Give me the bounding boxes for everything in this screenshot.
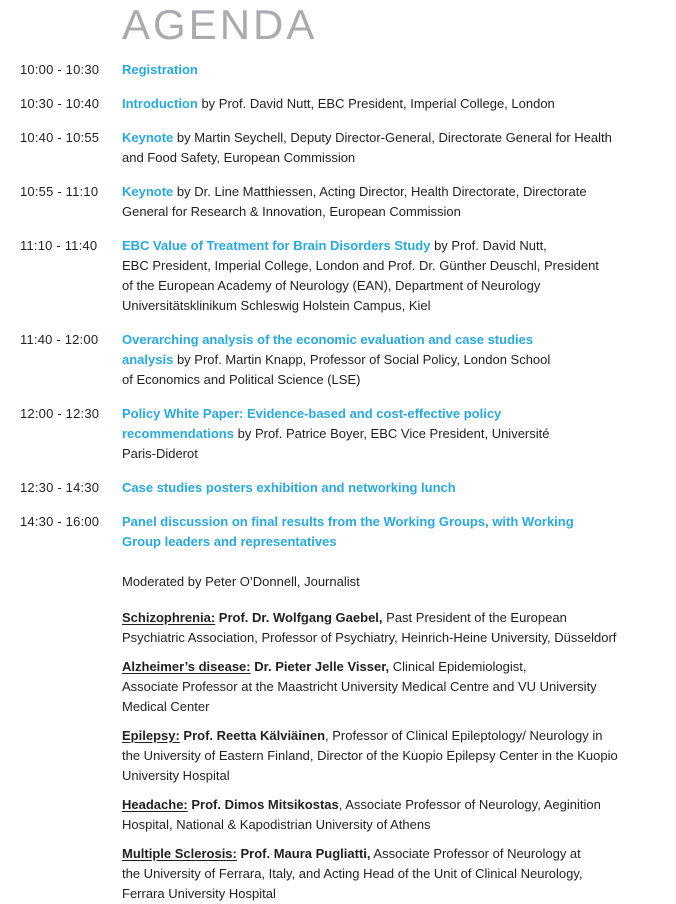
agenda-text: [122, 60, 662, 80]
body-text: by Prof. David Nutt, EBC President, Imperial College, London: [197, 96, 555, 111]
agenda-text: [122, 512, 662, 552]
body-text: , Professor of Clinical Epileptology/ Neurology in: [325, 728, 603, 743]
agenda-text: [122, 795, 662, 835]
body-text: by Prof. Martin Knapp, Professor of Social Policy, London School: [173, 352, 551, 367]
session-title-text: EBC Value of Treatment for Brain Disorders Study: [122, 238, 431, 253]
body-text: University Hospital: [122, 768, 230, 783]
body-text: Psychiatric Association, Professor of Psychiatry, Heinrich-Heine University, Düsseldorf: [122, 630, 617, 645]
page-title: AGENDA: [122, 1, 318, 48]
panelist-entry: [20, 844, 662, 904]
session-title-text: Case studies posters exhibition and networking lunch: [122, 480, 456, 495]
agenda-item: [20, 330, 662, 390]
agenda-time: 14:30 - 16:00: [20, 514, 100, 529]
agenda-text: [122, 182, 662, 222]
agenda-time: 10:40 - 10:55: [20, 130, 100, 145]
agenda-item: [20, 60, 662, 80]
session-title-text: Keynote: [122, 130, 174, 145]
agenda-text: [122, 726, 662, 786]
speaker-name: Prof. Reetta Kälviäinen: [179, 728, 326, 743]
agenda-item: [20, 182, 662, 222]
body-text: Associate Professor at the Maastricht University Medical Centre and VU University: [122, 679, 597, 694]
agenda-list: [20, 60, 662, 552]
body-text: Medical Center: [122, 699, 210, 714]
agenda-text: [122, 404, 662, 464]
agenda-time: 10:00 - 10:30: [20, 62, 100, 77]
body-text: the University of Eastern Finland, Director of the Kuopio Epilepsy Center in the Kuopio: [122, 748, 618, 763]
session-title-text: Policy White Paper: Evidence-based and cost-effective policy: [122, 406, 502, 421]
agenda-item: [20, 236, 662, 316]
session-title-text: Keynote: [122, 184, 174, 199]
session-title-text: Group leaders and representatives: [122, 534, 337, 549]
session-title-text: Overarching analysis of the economic evaluation and case studies: [122, 332, 534, 347]
body-text: by Dr. Line Matthiessen, Acting Director, Health Directorate, Directorate: [173, 184, 587, 199]
body-text: the University of Ferrara, Italy, and Acting Head of the Unit of Clinical Neurology,: [122, 866, 583, 881]
body-text: of the European Academy of Neurology (EAN), Department of Neurology: [122, 278, 541, 293]
speaker-name: Prof. Dimos Mitsikostas: [187, 797, 339, 812]
agenda-item: [20, 128, 662, 168]
agenda-text: [122, 236, 662, 316]
session-title-text: analysis: [122, 352, 174, 367]
session-title-text: Panel discussion on final results from the Working Groups, with Working: [122, 514, 574, 529]
body-text: Hospital, National & Kapodistrian University of Athens: [122, 817, 431, 832]
agenda-text: [122, 478, 662, 498]
panelist-entry: [20, 608, 662, 648]
panelist-entry: [20, 657, 662, 717]
moderator-note: Moderated by Peter O’Donnell, Journalist: [122, 574, 360, 589]
body-text: EBC President, Imperial College, London and Prof. Dr. Günther Deuschl, President: [122, 258, 599, 273]
panelist-list: [20, 608, 662, 904]
agenda-text: [122, 844, 662, 904]
session-title-text: recommendations: [122, 426, 234, 441]
agenda-item: [20, 512, 662, 552]
session-title-text: Introduction: [122, 96, 198, 111]
speaker-name: Prof. Maura Pugliatti,: [236, 846, 371, 861]
body-text: Associate Professor of Neurology at: [370, 846, 581, 861]
body-text: and Food Safety, European Commission: [122, 150, 356, 165]
panelist-entry: [20, 795, 662, 835]
agenda-time: 11:10 - 11:40: [20, 238, 98, 253]
agenda-time: 12:00 - 12:30: [20, 406, 100, 421]
agenda-time: 11:40 - 12:00: [20, 332, 99, 347]
body-text: Paris-Diderot: [122, 446, 198, 461]
agenda-text: [122, 657, 662, 717]
disease-label: Multiple Sclerosis:: [122, 846, 237, 861]
speaker-name: Prof. Dr. Wolfgang Gaebel,: [215, 610, 383, 625]
agenda-text: [122, 608, 662, 648]
agenda-text: [122, 94, 662, 114]
body-text: of Economics and Political Science (LSE): [122, 372, 361, 387]
body-text: , Associate Professor of Neurology, Aeginition: [338, 797, 601, 812]
body-text: by Martin Seychell, Deputy Director-General, Directorate General for Health: [173, 130, 612, 145]
panelist-entry: [20, 726, 662, 786]
body-text: by Prof. David Nutt,: [430, 238, 547, 253]
disease-label: Alzheimer’s disease:: [122, 659, 251, 674]
moderator-row: [20, 572, 662, 592]
body-text: Past President of the European: [382, 610, 567, 625]
agenda-item: [20, 94, 662, 114]
agenda-time: 12:30 - 14:30: [20, 480, 100, 495]
body-text: by Prof. Patrice Boyer, EBC Vice President, Université: [233, 426, 550, 441]
agenda-text: [122, 330, 662, 390]
body-text: General for Research & Innovation, European Commission: [122, 204, 461, 219]
agenda-time: 10:30 - 10:40: [20, 96, 100, 111]
agenda-item: [20, 404, 662, 464]
body-text: Universitätsklinikum Schleswig Holstein Campus, Kiel: [122, 298, 431, 313]
agenda-time: 10:55 - 11:10: [20, 184, 99, 199]
session-title-text: Registration: [122, 62, 198, 77]
disease-label: Epilepsy:: [122, 728, 180, 743]
disease-label: Headache:: [122, 797, 188, 812]
speaker-name: Dr. Pieter Jelle Visser,: [250, 659, 390, 674]
body-text: Clinical Epidemiologist,: [389, 659, 527, 674]
body-text: Ferrara University Hospital: [122, 886, 276, 901]
disease-label: Schizophrenia:: [122, 610, 216, 625]
agenda-item: [20, 478, 662, 498]
agenda-text: [122, 128, 662, 168]
